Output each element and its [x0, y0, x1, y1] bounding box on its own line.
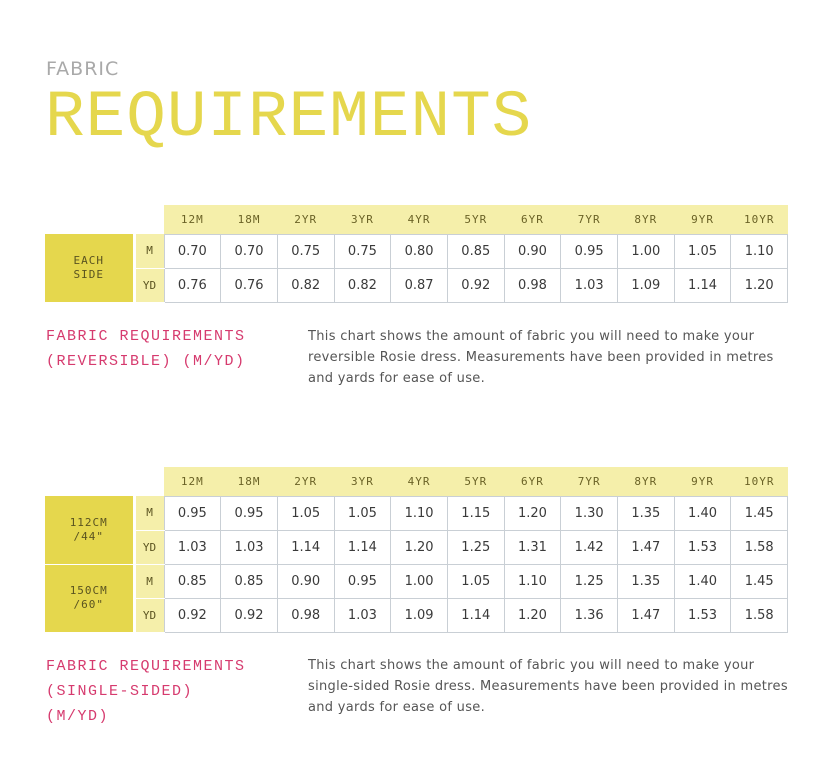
fabric-amount-cell: 1.09	[618, 268, 675, 302]
unit-label: M	[134, 234, 164, 268]
size-header-cell: 5YR	[447, 467, 504, 496]
table-title-line: (M/YD)	[46, 708, 110, 725]
size-header-cell: 6YR	[504, 205, 561, 234]
fabric-amount-cell: 1.40	[674, 564, 731, 598]
fabric-amount-cell: 1.40	[674, 496, 731, 530]
single-sided-description: This chart shows the amount of fabric you will need to make your single-sided Rosie dress. Measurements have been provided in metres and yards for ease of use.	[308, 658, 788, 715]
fabric-amount-cell: 1.00	[391, 564, 448, 598]
unit-label: YD	[134, 268, 164, 302]
fabric-amount-cell: 1.42	[561, 530, 618, 564]
fabric-amount-cell: 1.00	[618, 234, 675, 268]
fabric-amount-cell: 1.36	[561, 598, 618, 632]
fabric-amount-cell: 1.45	[731, 496, 788, 530]
fabric-amount-cell: 1.58	[731, 530, 788, 564]
size-header-cell: 7YR	[561, 205, 618, 234]
fabric-amount-cell: 1.14	[334, 530, 391, 564]
fabric-amount-cell: 1.10	[504, 564, 561, 598]
size-header-cell: 4YR	[391, 467, 448, 496]
size-header-cell: 10YR	[731, 205, 788, 234]
fabric-amount-cell: 0.85	[221, 564, 278, 598]
fabric-amount-cell: 0.70	[221, 234, 278, 268]
fabric-amount-cell: 1.20	[504, 496, 561, 530]
single-sided-fabric-table	[45, 467, 788, 633]
size-header-cell: 2YR	[277, 467, 334, 496]
table-title-line: FABRIC REQUIREMENTS	[46, 328, 246, 345]
size-header-cell: 12M	[164, 467, 221, 496]
fabric-amount-cell: 1.05	[447, 564, 504, 598]
size-header-cell: 3YR	[334, 467, 391, 496]
fabric-amount-cell: 0.90	[504, 234, 561, 268]
table-row	[45, 268, 788, 302]
fabric-amount-cell: 0.75	[277, 234, 334, 268]
fabric-amount-cell: 1.31	[504, 530, 561, 564]
fabric-amount-cell: 1.15	[447, 496, 504, 530]
header-blank-cell	[45, 205, 164, 234]
reversible-table-title	[46, 324, 246, 374]
table-row	[45, 530, 788, 564]
size-header-cell: 12M	[164, 205, 221, 234]
unit-label: M	[134, 564, 164, 598]
header-blank-cell	[45, 467, 164, 496]
fabric-amount-cell: 0.90	[277, 564, 334, 598]
fabric-amount-cell: 1.47	[618, 530, 675, 564]
size-header-cell: 2YR	[277, 205, 334, 234]
fabric-amount-cell: 1.10	[731, 234, 788, 268]
single-sided-table-title	[46, 654, 246, 729]
fabric-amount-cell: 0.82	[277, 268, 334, 302]
size-header-cell: 6YR	[504, 467, 561, 496]
size-header-cell: 8YR	[618, 205, 675, 234]
fabric-amount-cell: 1.05	[277, 496, 334, 530]
fabric-amount-cell: 0.80	[391, 234, 448, 268]
fabric-amount-cell: 1.53	[674, 598, 731, 632]
table-title-line: (REVERSIBLE) (M/YD)	[46, 353, 246, 370]
fabric-amount-cell: 1.05	[674, 234, 731, 268]
size-header-cell: 3YR	[334, 205, 391, 234]
table-row	[45, 496, 788, 530]
table-row	[45, 598, 788, 632]
table-title-line: FABRIC REQUIREMENTS	[46, 658, 246, 675]
fabric-amount-cell: 1.20	[391, 530, 448, 564]
reversible-fabric-table	[45, 205, 788, 303]
fabric-amount-cell: 1.25	[561, 564, 618, 598]
fabric-amount-cell: 0.85	[164, 564, 221, 598]
fabric-amount-cell: 0.98	[504, 268, 561, 302]
fabric-amount-cell: 0.95	[334, 564, 391, 598]
size-header-row	[45, 467, 788, 496]
unit-label: M	[134, 496, 164, 530]
fabric-amount-cell: 0.85	[447, 234, 504, 268]
fabric-amount-cell: 1.58	[731, 598, 788, 632]
fabric-amount-cell: 1.35	[618, 564, 675, 598]
fabric-amount-cell: 0.98	[277, 598, 334, 632]
size-header-cell: 8YR	[618, 467, 675, 496]
fabric-amount-cell: 0.76	[221, 268, 278, 302]
fabric-amount-cell: 1.25	[447, 530, 504, 564]
fabric-amount-cell: 0.82	[334, 268, 391, 302]
fabric-amount-cell: 1.20	[731, 268, 788, 302]
size-header-cell: 18M	[221, 467, 278, 496]
fabric-amount-cell: 1.10	[391, 496, 448, 530]
fabric-width-label	[45, 234, 134, 302]
fabric-amount-cell: 0.76	[164, 268, 221, 302]
size-header-cell: 18M	[221, 205, 278, 234]
fabric-width-label-line: 112CM	[69, 515, 108, 529]
fabric-amount-cell: 1.03	[221, 530, 278, 564]
heading-fabric: FABRIC	[46, 58, 120, 80]
fabric-amount-cell: 1.20	[504, 598, 561, 632]
table-row	[45, 564, 788, 598]
fabric-amount-cell: 1.03	[561, 268, 618, 302]
fabric-amount-cell: 0.95	[561, 234, 618, 268]
size-header-cell: 4YR	[391, 205, 448, 234]
fabric-amount-cell: 0.92	[447, 268, 504, 302]
fabric-amount-cell: 0.87	[391, 268, 448, 302]
fabric-width-label	[45, 564, 134, 632]
fabric-amount-cell: 1.14	[447, 598, 504, 632]
size-header-cell: 9YR	[674, 467, 731, 496]
unit-label: YD	[134, 530, 164, 564]
table-row	[45, 234, 788, 268]
fabric-amount-cell: 0.95	[221, 496, 278, 530]
fabric-width-label	[45, 496, 134, 564]
fabric-amount-cell: 1.53	[674, 530, 731, 564]
fabric-width-label-line: /44"	[73, 529, 104, 543]
fabric-amount-cell: 1.47	[618, 598, 675, 632]
fabric-amount-cell: 1.14	[674, 268, 731, 302]
fabric-amount-cell: 1.03	[164, 530, 221, 564]
fabric-amount-cell: 1.14	[277, 530, 334, 564]
fabric-amount-cell: 1.09	[391, 598, 448, 632]
fabric-amount-cell: 1.30	[561, 496, 618, 530]
fabric-amount-cell: 1.35	[618, 496, 675, 530]
table-title-line: (SINGLE-SIDED)	[46, 683, 194, 700]
fabric-width-label-line: EACH	[73, 253, 104, 267]
fabric-width-label-line: SIDE	[73, 267, 104, 281]
fabric-amount-cell: 0.70	[164, 234, 221, 268]
fabric-amount-cell: 1.05	[334, 496, 391, 530]
heading-requirements: REQUIREMENTS	[45, 80, 533, 155]
size-header-cell: 10YR	[731, 467, 788, 496]
size-header-cell: 9YR	[674, 205, 731, 234]
size-header-row	[45, 205, 788, 234]
size-header-cell: 5YR	[447, 205, 504, 234]
fabric-width-label-line: 150CM	[69, 584, 108, 597]
fabric-amount-cell: 1.03	[334, 598, 391, 632]
fabric-amount-cell: 0.75	[334, 234, 391, 268]
fabric-amount-cell: 1.45	[731, 564, 788, 598]
fabric-width-label-line: /60"	[73, 598, 104, 611]
fabric-amount-cell: 0.95	[164, 496, 221, 530]
size-header-cell: 7YR	[561, 467, 618, 496]
unit-label: YD	[134, 598, 164, 632]
reversible-description: This chart shows the amount of fabric you will need to make your reversible Rosie dress. Measurements have been provided in metres and yards for ease of use.	[308, 329, 774, 386]
fabric-amount-cell: 0.92	[221, 598, 278, 632]
fabric-amount-cell: 0.92	[164, 598, 221, 632]
